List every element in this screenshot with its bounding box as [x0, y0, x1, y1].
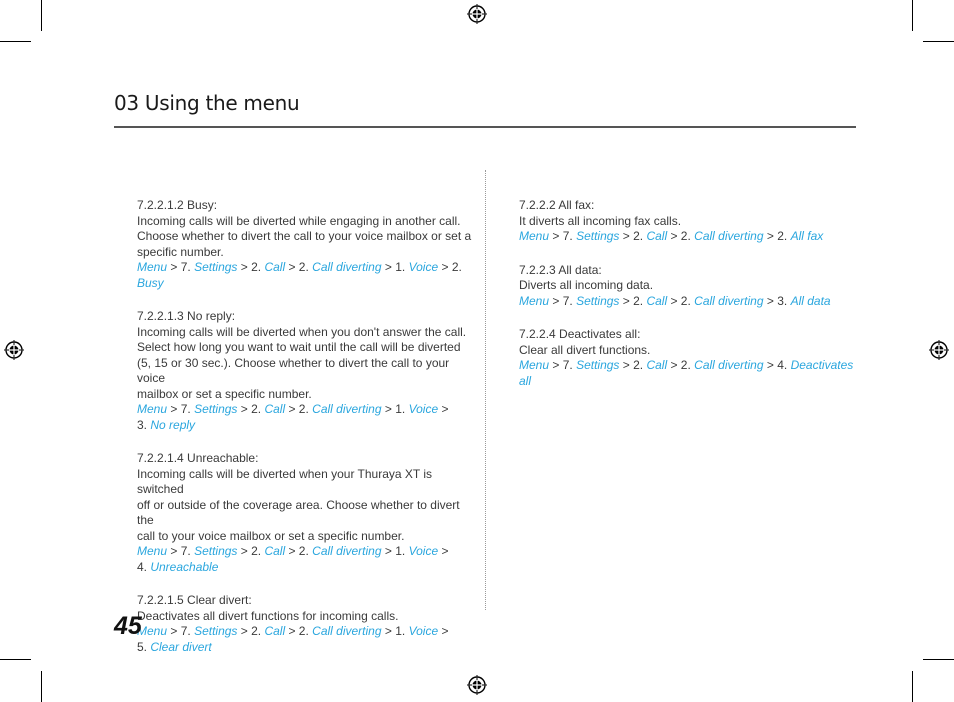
menu-path-link[interactable]: Clear divert [150, 639, 212, 654]
menu-section [519, 327, 864, 389]
chapter-divider [114, 126, 856, 128]
menu-section [137, 451, 472, 575]
menu-path-link[interactable]: Menu [137, 402, 168, 416]
menu-path-separator: 5. [137, 639, 151, 654]
menu-path-link[interactable]: Menu [519, 293, 550, 308]
menu-path-separator: > 2. [285, 402, 313, 416]
menu-path-link[interactable]: Menu [137, 624, 168, 638]
menu-path-link[interactable]: All fax [790, 229, 824, 243]
menu-path-link[interactable]: Call [646, 293, 668, 308]
crop-mark-bottom-left-v [41, 671, 42, 702]
description-line: mailbox or set a specific number. [137, 386, 312, 401]
menu-path-link[interactable]: Call diverting [312, 624, 382, 638]
section-description [519, 278, 864, 294]
menu-path-separator: > 2. [438, 260, 462, 274]
section-description [137, 214, 472, 261]
description-line: Incoming calls will be diverted when your Thuraya XT is switched [137, 466, 433, 496]
crop-mark-bottom-right-h [923, 659, 954, 660]
menu-path-separator: > 2. [237, 260, 265, 274]
section-heading: 7.2.2.3 All data: [519, 262, 602, 277]
menu-section [519, 263, 864, 310]
menu-path-link[interactable]: Call [264, 544, 286, 558]
menu-path-separator: > [438, 544, 449, 558]
menu-path-link[interactable]: Busy [137, 275, 164, 290]
menu-path-separator: > 7. [167, 260, 195, 274]
crop-mark-bottom-left-h [0, 659, 31, 660]
crop-mark-bottom-right-v [912, 671, 913, 702]
menu-path-separator: 4. [137, 559, 151, 574]
menu-path [137, 544, 472, 575]
menu-path-separator: > 1. [381, 402, 409, 416]
menu-path-separator: > 4. [763, 358, 791, 372]
menu-path-separator: 3. [137, 417, 151, 432]
description-line: It diverts all incoming fax calls. [519, 213, 682, 228]
menu-path-separator: > [438, 624, 449, 638]
menu-path [519, 358, 864, 389]
menu-path-link[interactable]: Settings [576, 358, 620, 372]
menu-path-link[interactable]: Voice [408, 544, 439, 558]
description-line: off or outside of the coverage area. Choose whether to divert the [137, 497, 460, 527]
menu-path-link[interactable]: Voice [408, 402, 439, 416]
menu-path-link[interactable]: Settings [576, 293, 620, 308]
menu-path-link[interactable]: Call diverting [694, 358, 764, 372]
description-line: Diverts all incoming data. [519, 278, 654, 292]
crop-mark-top-left-h [0, 41, 31, 42]
section-heading: 7.2.2.4 Deactivates all: [519, 327, 641, 341]
menu-path-separator: > 1. [381, 544, 409, 558]
column-divider [485, 170, 486, 610]
registration-mark-icon [467, 4, 487, 24]
menu-path-link[interactable]: Call diverting [312, 402, 382, 416]
menu-path-link[interactable]: Menu [519, 229, 550, 243]
menu-path-separator: > 2. [619, 358, 647, 372]
section-heading: 7.2.2.1.4 Unreachable: [137, 451, 259, 465]
menu-section [137, 309, 472, 433]
menu-path-link[interactable]: Call [646, 358, 668, 372]
menu-path-separator: > 7. [549, 358, 577, 372]
menu-path-link[interactable]: Menu [137, 544, 168, 558]
crop-mark-top-left-v [41, 0, 42, 31]
menu-section [137, 593, 472, 655]
menu-path-separator: > 2. [667, 358, 695, 372]
menu-path-link[interactable]: Menu [137, 260, 168, 274]
crop-mark-top-right-v [912, 0, 913, 31]
section-description [137, 467, 472, 545]
description-line: Choose whether to divert the call to your voice mailbox or set a [137, 229, 472, 243]
menu-path-link[interactable]: Menu [519, 358, 550, 372]
menu-path-separator: > 3. [763, 293, 791, 308]
section-description [519, 214, 864, 230]
description-line: Clear all divert functions. [519, 342, 651, 357]
menu-path-link[interactable]: Call diverting [694, 229, 764, 243]
menu-path-separator: > 1. [381, 260, 409, 274]
page-number: 45 [114, 612, 142, 640]
crop-mark-top-right-h [923, 41, 954, 42]
menu-path-link[interactable]: No reply [150, 417, 196, 432]
menu-path-separator: > 2. [237, 624, 265, 638]
description-line: call to your voice mailbox or set a specific number. [137, 528, 405, 543]
menu-path [137, 624, 472, 655]
menu-path-separator: > 2. [237, 402, 265, 416]
menu-path-separator: > 7. [167, 624, 195, 638]
menu-path-separator: > 2. [285, 624, 313, 638]
section-description [137, 325, 472, 403]
menu-path-link[interactable]: Voice [408, 624, 439, 638]
description-line: Incoming calls will be diverted when you don't answer the call. [137, 324, 467, 339]
menu-section [137, 198, 472, 291]
menu-path-separator: > [438, 402, 449, 416]
menu-path-link[interactable]: Settings [194, 260, 238, 274]
menu-path-link[interactable]: Settings [576, 229, 620, 243]
registration-mark-icon [467, 675, 487, 695]
right-column [519, 198, 864, 407]
menu-path-link[interactable]: Unreachable [150, 559, 219, 574]
menu-path-link[interactable]: Settings [194, 402, 238, 416]
menu-path-separator: > 1. [381, 624, 409, 638]
section-heading: 7.2.2.1.5 Clear divert: [137, 593, 252, 607]
menu-path-link[interactable]: Deactivates all [519, 358, 854, 388]
menu-path-separator: > 2. [667, 229, 695, 243]
menu-path-separator: > 7. [167, 402, 195, 416]
menu-path-link[interactable]: Settings [194, 544, 238, 558]
section-description [519, 343, 864, 359]
menu-path-link[interactable]: All data [790, 293, 831, 308]
menu-path-separator: > 2. [285, 544, 313, 558]
section-description [137, 609, 472, 625]
section-heading: 7.2.2.1.3 No reply: [137, 309, 236, 323]
menu-path-link[interactable]: Call [264, 402, 286, 416]
registration-mark-icon [929, 340, 949, 360]
menu-path-separator: > 2. [285, 260, 313, 274]
description-line: Deactivates all divert functions for incoming calls. [137, 608, 399, 623]
left-column [137, 198, 472, 673]
menu-path-separator: > 2. [619, 229, 647, 243]
menu-path [519, 229, 864, 245]
chapter-title: 03 Using the menu [114, 91, 300, 115]
description-line: Incoming calls will be diverted while engaging in another call. [137, 213, 461, 228]
menu-path-separator: > 2. [667, 293, 695, 308]
menu-path [137, 402, 472, 433]
menu-path-link[interactable]: Voice [408, 260, 439, 274]
registration-mark-icon [4, 340, 24, 360]
menu-path-link[interactable]: Settings [194, 624, 238, 638]
menu-path-separator: > 2. [237, 544, 265, 558]
section-heading: 7.2.2.2 All fax: [519, 198, 595, 212]
menu-path-link[interactable]: Call [264, 260, 286, 274]
menu-path-link[interactable]: Call diverting [312, 544, 382, 558]
menu-path [137, 260, 472, 291]
menu-section [519, 198, 864, 245]
menu-path-separator: > 7. [549, 293, 577, 308]
menu-path-link[interactable]: Call [646, 229, 668, 243]
menu-path-separator: > 7. [549, 229, 577, 243]
menu-path-link[interactable]: Call [264, 624, 286, 638]
description-line: specific number. [137, 244, 224, 259]
description-line: (5, 15 or 30 sec.). Choose whether to divert the call to your voice [137, 355, 450, 385]
description-line: Select how long you want to wait until the call will be diverted [137, 340, 461, 354]
menu-path-link[interactable]: Call diverting [694, 293, 764, 308]
menu-path-separator: > 2. [619, 293, 647, 308]
menu-path [519, 294, 864, 310]
section-heading: 7.2.2.1.2 Busy: [137, 198, 218, 212]
menu-path-link[interactable]: Call diverting [312, 260, 382, 274]
menu-path-separator: > 2. [763, 229, 791, 243]
menu-path-separator: > 7. [167, 544, 195, 558]
